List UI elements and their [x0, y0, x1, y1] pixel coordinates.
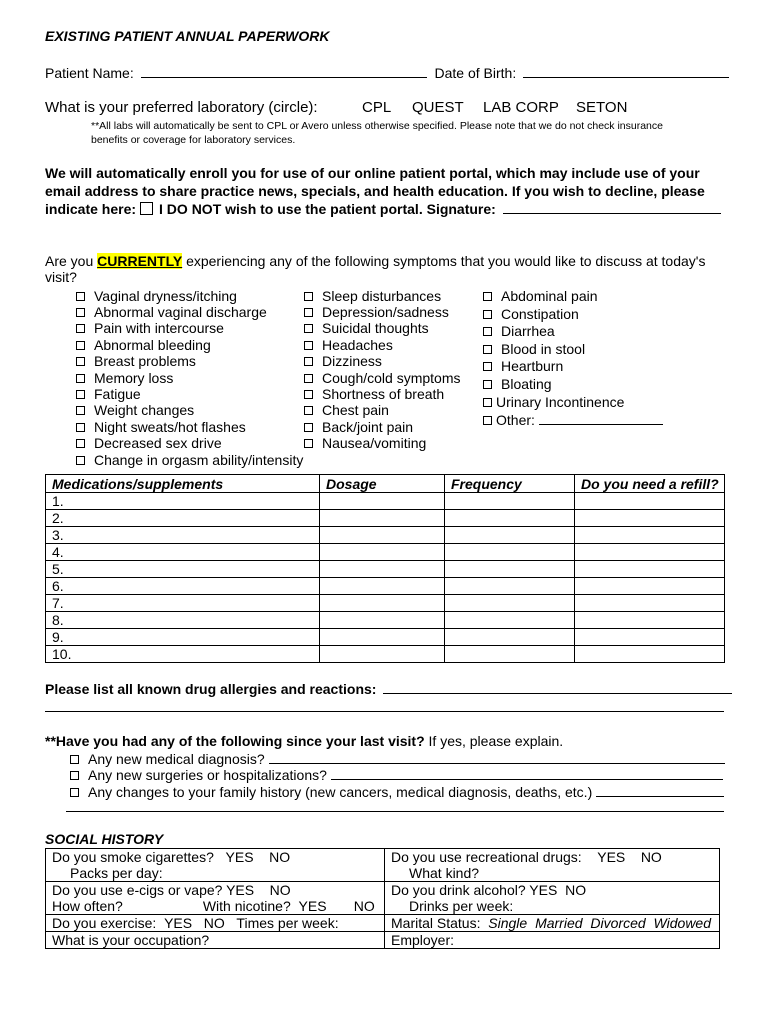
employer-cell[interactable]: Employer: — [385, 932, 720, 949]
drugs-no[interactable]: NO — [640, 849, 662, 865]
symptom-label: Weight changes — [94, 402, 195, 418]
symptom-label: Cough/cold symptoms — [322, 370, 461, 386]
checkbox[interactable] — [76, 423, 85, 432]
table-row[interactable] — [46, 561, 725, 578]
symptom-item[interactable] — [76, 337, 211, 353]
since-item-label: Any new medical diagnosis? — [88, 751, 265, 767]
cell[interactable] — [320, 578, 445, 595]
symptom-item[interactable] — [483, 341, 585, 357]
cell[interactable] — [575, 612, 725, 629]
currently-highlight: CURRENTLY — [97, 253, 183, 269]
cell[interactable] — [445, 595, 575, 612]
symptoms-question-part-b: experiencing any of the following symptoms that you would like to discuss at today's — [186, 253, 706, 269]
patient-info-row — [45, 64, 729, 82]
symptom-label: Depression/sadness — [322, 304, 449, 320]
symptom-item[interactable] — [76, 435, 222, 451]
column-header: Frequency — [445, 475, 575, 493]
table-row[interactable] — [46, 595, 725, 612]
column-header: Do you need a refill? — [575, 475, 725, 493]
symptom-label: Suicidal thoughts — [322, 320, 429, 336]
checkbox[interactable] — [70, 755, 79, 764]
row-number: 1. — [46, 493, 320, 510]
checkbox[interactable] — [304, 324, 313, 333]
row-number: 2. — [46, 510, 320, 527]
checkbox[interactable] — [304, 390, 313, 399]
cell[interactable] — [445, 544, 575, 561]
ecigs-no[interactable]: NO — [269, 882, 291, 898]
checkbox[interactable] — [483, 345, 492, 354]
lab-note — [91, 119, 663, 147]
table-row[interactable] — [46, 493, 725, 510]
alcohol-yes[interactable]: YES — [529, 882, 558, 898]
cell[interactable] — [320, 646, 445, 663]
times-week-label: Times per week: — [236, 915, 339, 931]
since-item-surgeries[interactable] — [70, 766, 723, 783]
cell[interactable] — [320, 629, 445, 646]
row-number: 5. — [46, 561, 320, 578]
symptom-item[interactable] — [304, 435, 426, 451]
exercise-cell[interactable] — [46, 915, 385, 932]
cell[interactable] — [575, 646, 725, 663]
row-number: 4. — [46, 544, 320, 561]
checkbox[interactable] — [76, 439, 85, 448]
symptoms-question — [45, 253, 705, 285]
marital-cell[interactable] — [385, 915, 720, 932]
symptom-label: Breast problems — [94, 353, 196, 369]
symptom-label: Pain with intercourse — [94, 320, 224, 336]
checkbox[interactable] — [483, 416, 492, 425]
cell[interactable] — [445, 646, 575, 663]
since-visit-rest: If yes, please explain. — [428, 733, 564, 749]
table-row[interactable] — [46, 646, 725, 663]
checkbox[interactable] — [76, 341, 85, 350]
checkbox[interactable] — [70, 788, 79, 797]
surgeries-field[interactable] — [331, 766, 723, 780]
lab-question: What is your preferred laboratory (circle): — [45, 99, 318, 116]
cell[interactable] — [320, 493, 445, 510]
row-number: 7. — [46, 595, 320, 612]
symptom-item[interactable] — [483, 358, 563, 374]
checkbox[interactable] — [70, 771, 79, 780]
cell[interactable] — [320, 561, 445, 578]
smoke-cell[interactable] — [46, 849, 385, 882]
since-item-label: Any changes to your family history (new cancers, medical diagnosis, deaths, etc.) — [88, 784, 593, 800]
cell[interactable] — [575, 493, 725, 510]
table-row[interactable] — [46, 612, 725, 629]
symptom-item[interactable] — [304, 288, 441, 304]
symptom-label: Headaches — [322, 337, 393, 353]
other-symptom-field[interactable] — [539, 411, 663, 425]
checkbox[interactable] — [483, 362, 492, 371]
symptom-item[interactable] — [483, 288, 598, 304]
cell[interactable] — [575, 544, 725, 561]
lab-option-quest[interactable]: QUEST — [412, 99, 464, 116]
symptom-item[interactable] — [76, 304, 267, 320]
occupation-cell[interactable]: What is your occupation? — [46, 932, 385, 949]
alcohol-no[interactable]: NO — [565, 882, 587, 898]
lab-option-labcorp[interactable]: LAB CORP — [483, 99, 559, 116]
since-item-diagnosis[interactable] — [70, 750, 725, 767]
symptom-label: Shortness of breath — [322, 386, 445, 402]
symptom-label: Blood in stool — [501, 341, 586, 357]
table-row[interactable] — [46, 510, 725, 527]
patient-name-label: Patient Name: — [45, 65, 134, 81]
row-number: 9. — [46, 629, 320, 646]
checkbox[interactable] — [304, 357, 313, 366]
symptom-item[interactable] — [483, 306, 579, 322]
portal-line-2: email address to share practice news, specials, and health education. If you wish to decline, please — [45, 183, 705, 199]
portal-line-3 — [45, 200, 721, 218]
table-row[interactable] — [46, 578, 725, 595]
portal-decline-checkbox[interactable] — [140, 202, 153, 215]
cell[interactable] — [575, 510, 725, 527]
symptom-label: Abnormal vaginal discharge — [94, 304, 267, 320]
row-number: 3. — [46, 527, 320, 544]
marital-options[interactable]: Single Married Divorced Widowed — [488, 915, 712, 931]
cell[interactable] — [445, 493, 575, 510]
nicotine-no[interactable]: NO — [353, 898, 375, 914]
ecigs-cell[interactable] — [46, 882, 385, 915]
exercise-yes[interactable]: YES — [164, 915, 193, 931]
symptom-label: Nausea/vomiting — [322, 435, 427, 451]
ecigs-yes[interactable]: YES — [226, 882, 255, 898]
checkbox[interactable] — [76, 406, 85, 415]
symptom-label: Night sweats/hot flashes — [94, 419, 246, 435]
allergies-label: Please list all known drug allergies and reactions: — [45, 681, 377, 697]
checkbox[interactable] — [76, 324, 85, 333]
checkbox[interactable] — [304, 439, 313, 448]
page-title: EXISTING PATIENT ANNUAL PAPERWORK — [45, 28, 330, 44]
row-number: 6. — [46, 578, 320, 595]
social-history-table — [45, 848, 720, 949]
ecigs-label: Do you use e-cigs or vape? — [52, 882, 223, 898]
portal-line-1: We will automatically enroll you for use of our online patient portal, which may include use of your — [45, 165, 700, 181]
symptom-label: Heartburn — [501, 358, 564, 374]
drugs-cell[interactable] — [385, 849, 720, 882]
symptom-label: Change in orgasm ability/intensity — [94, 452, 304, 468]
symptom-item[interactable] — [76, 353, 196, 369]
nicotine-yes[interactable]: YES — [298, 898, 327, 914]
symptom-item[interactable] — [76, 419, 246, 435]
row-number: 8. — [46, 612, 320, 629]
dob-label: Date of Birth: — [434, 65, 517, 81]
checkbox[interactable] — [76, 292, 85, 301]
social-history-title: SOCIAL HISTORY — [45, 831, 164, 847]
portal-signature-field[interactable] — [503, 200, 721, 214]
cell[interactable] — [320, 527, 445, 544]
symptom-label: Diarrhea — [501, 323, 555, 339]
allergies-row — [45, 680, 732, 698]
checkbox[interactable] — [483, 310, 492, 319]
symptom-item[interactable] — [483, 394, 624, 410]
row-number: 10. — [46, 646, 320, 663]
checkbox[interactable] — [76, 390, 85, 399]
checkbox[interactable] — [304, 374, 313, 383]
since-visit-bold: **Have you had any of the following since your last visit? — [45, 733, 425, 749]
drinks-week-label: Drinks per week: — [409, 898, 514, 914]
checkbox[interactable] — [483, 327, 492, 336]
lab-note-line-2: benefits or coverage for laboratory services. — [91, 134, 296, 146]
portal-decline-label: I DO NOT wish to use the patient portal. Signature: — [159, 201, 496, 217]
dob-field[interactable] — [523, 64, 729, 78]
checkbox[interactable] — [304, 423, 313, 432]
symptom-label: Abnormal bleeding — [94, 337, 211, 353]
cell[interactable] — [445, 578, 575, 595]
symptom-item[interactable] — [76, 320, 224, 336]
smoke-no[interactable]: NO — [269, 849, 291, 865]
checkbox[interactable] — [483, 292, 492, 301]
symptom-item[interactable] — [76, 370, 173, 386]
symptom-item[interactable] — [483, 323, 555, 339]
symptom-label: Decreased sex drive — [94, 435, 222, 451]
symptom-item[interactable] — [304, 370, 461, 386]
symptom-label: Chest pain — [322, 402, 389, 418]
medications-table — [45, 474, 725, 663]
symptom-item[interactable] — [304, 419, 413, 435]
how-often-label: How often? — [52, 898, 123, 914]
table-row[interactable] — [46, 629, 725, 646]
nicotine-label: With nicotine? — [202, 898, 291, 914]
since-item-label: Any new surgeries or hospitalizations? — [88, 767, 327, 783]
what-kind-label: What kind? — [409, 865, 480, 881]
symptom-item[interactable] — [76, 402, 194, 418]
symptom-item[interactable] — [483, 376, 552, 392]
family-history-field-line-2[interactable] — [66, 811, 724, 812]
cell[interactable] — [445, 527, 575, 544]
symptom-label: Dizziness — [322, 353, 382, 369]
drugs-yes[interactable]: YES — [597, 849, 626, 865]
symptom-item[interactable] — [304, 353, 382, 369]
checkbox[interactable] — [483, 380, 492, 389]
cell[interactable] — [445, 561, 575, 578]
checkbox[interactable] — [483, 398, 492, 407]
cell[interactable] — [445, 510, 575, 527]
table-row[interactable] — [46, 544, 725, 561]
patient-name-field[interactable] — [141, 64, 427, 78]
since-item-family[interactable] — [70, 783, 724, 800]
symptom-item[interactable] — [76, 386, 141, 402]
cell[interactable] — [575, 629, 725, 646]
lab-option-cpl[interactable]: CPL — [362, 99, 392, 116]
family-history-field[interactable] — [596, 783, 724, 797]
since-visit-question — [45, 733, 563, 750]
diagnosis-field[interactable] — [269, 750, 725, 764]
column-header: Dosage — [320, 475, 445, 493]
checkbox[interactable] — [76, 456, 85, 465]
symptom-item[interactable] — [304, 402, 389, 418]
packs-label: Packs per day: — [70, 865, 163, 881]
cell[interactable] — [575, 578, 725, 595]
cell[interactable] — [320, 510, 445, 527]
symptom-item[interactable] — [304, 386, 444, 402]
alcohol-label: Do you drink alcohol? — [391, 882, 526, 898]
cell[interactable] — [445, 612, 575, 629]
cell[interactable] — [575, 527, 725, 544]
symptom-item[interactable] — [76, 288, 237, 304]
checkbox[interactable] — [304, 406, 313, 415]
alcohol-cell[interactable] — [385, 882, 720, 915]
symptoms-question-part-c: visit? — [45, 269, 77, 285]
allergies-field-line-2[interactable] — [45, 711, 724, 712]
symptoms-question-part-a: Are you — [45, 253, 94, 269]
checkbox[interactable] — [304, 308, 313, 317]
lab-option-seton[interactable]: SETON — [576, 99, 628, 116]
table-row[interactable] — [46, 527, 725, 544]
marital-label: Marital Status: — [391, 915, 481, 931]
symptom-label: Urinary Incontinence — [496, 394, 625, 410]
cell[interactable] — [445, 629, 575, 646]
checkbox[interactable] — [304, 292, 313, 301]
cell[interactable] — [320, 595, 445, 612]
cell[interactable] — [320, 612, 445, 629]
symptom-item[interactable] — [76, 452, 303, 468]
portal-indicate-label: indicate here: — [45, 201, 137, 217]
symptom-item[interactable] — [304, 337, 393, 353]
symptom-label: Memory loss — [94, 370, 174, 386]
checkbox[interactable] — [76, 308, 85, 317]
smoke-label: Do you smoke cigarettes? — [52, 849, 214, 865]
symptom-label: Sleep disturbances — [322, 288, 442, 304]
table-header-row — [46, 475, 725, 493]
symptom-label: Vaginal dryness/itching — [94, 288, 237, 304]
checkbox[interactable] — [76, 357, 85, 366]
cell[interactable] — [575, 595, 725, 612]
smoke-yes[interactable]: YES — [225, 849, 254, 865]
cell[interactable] — [575, 561, 725, 578]
drugs-label: Do you use recreational drugs: — [391, 849, 582, 865]
symptom-label: Other: — [496, 412, 535, 428]
symptom-item-other[interactable] — [483, 411, 663, 428]
symptom-label: Constipation — [501, 306, 579, 322]
symptom-label: Abdominal pain — [501, 288, 598, 304]
portal-paragraph — [45, 164, 721, 218]
symptom-item[interactable] — [304, 304, 449, 320]
exercise-label: Do you exercise: — [52, 915, 157, 931]
checkbox[interactable] — [76, 374, 85, 383]
symptom-label: Bloating — [501, 376, 552, 392]
lab-note-line-1: **All labs will automatically be sent to CPL or Avero unless otherwise specified. Please note that we do not check insurance — [91, 120, 663, 132]
symptom-label: Back/joint pain — [322, 419, 414, 435]
column-header: Medications/supplements — [46, 475, 320, 493]
symptom-label: Fatigue — [94, 386, 141, 402]
exercise-no[interactable]: NO — [203, 915, 225, 931]
symptom-item[interactable] — [304, 320, 429, 336]
allergies-field[interactable] — [383, 680, 732, 694]
cell[interactable] — [320, 544, 445, 561]
checkbox[interactable] — [304, 341, 313, 350]
